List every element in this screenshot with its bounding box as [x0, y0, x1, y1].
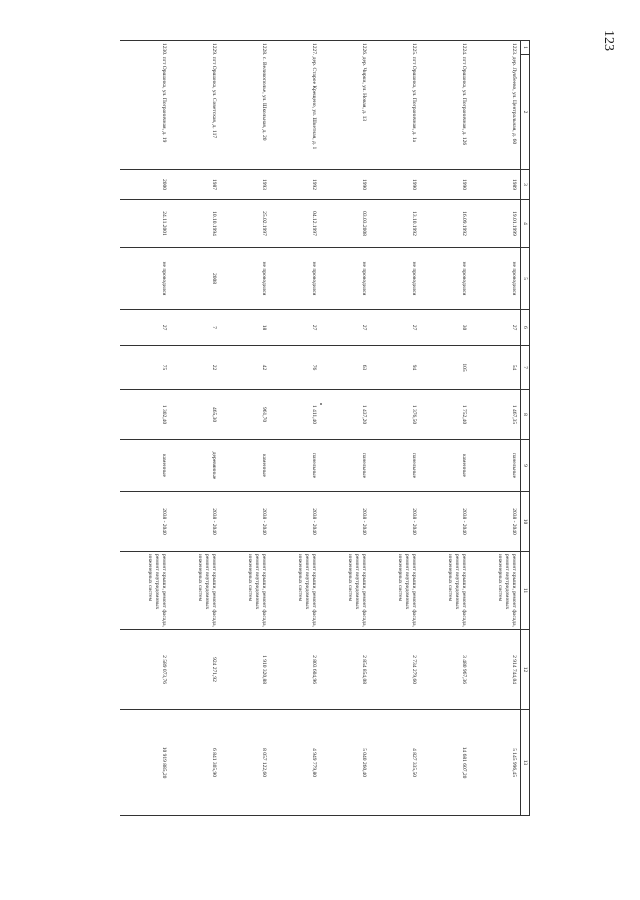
column-header: 12	[521, 630, 530, 710]
row-cost-1: 2 734 279,60	[370, 630, 420, 710]
row-area: 1 411,40	[270, 390, 320, 440]
row-wear-percent: 27	[320, 310, 370, 346]
row-cost-1: 2 589 073,76	[120, 630, 170, 710]
row-apartments: 75	[120, 346, 170, 390]
row-year-built: 1990	[420, 170, 470, 200]
row-year-built: 1987	[170, 170, 220, 200]
row-works: ремонт крыши, ремонт фасада, ремонт внутридомовых инженерных систем	[370, 552, 420, 630]
row-address-cell	[370, 41, 420, 170]
row-address: пгт Оршанка, ул. Пограничная, д. 19	[161, 56, 167, 143]
table-row	[270, 41, 320, 816]
row-works: ремонт крыши, ремонт фасада, ремонт внутридомовых инженерных систем	[420, 552, 470, 630]
row-address: с. Великополье, ул. Школьная, д. 20	[261, 56, 267, 141]
row-works: ремонт крыши, ремонт фасада, ремонт внутридомовых инженерных систем	[170, 552, 220, 630]
row-last-repair: не проводился	[420, 248, 470, 310]
row-address-cell	[470, 41, 521, 170]
column-header: 7	[521, 346, 530, 390]
row-works: ремонт крыши, ремонт фасада, ремонт внутридомовых инженерных систем	[320, 552, 370, 630]
table-row	[320, 41, 370, 816]
row-address: дер. Старое Крещено, ул. Шкетная, д. 1	[311, 56, 317, 150]
row-number: 1227.	[311, 43, 317, 56]
row-apartments: 54	[470, 346, 521, 390]
row-last-repair: не проводился	[220, 248, 270, 310]
row-privatization-date: 19.01.1999	[470, 200, 521, 248]
column-header: 3	[521, 170, 530, 200]
row-works: ремонт крыши, ремонт фасада, ремонт внутридомовых инженерных систем	[270, 552, 320, 630]
row-area: 1 467,35	[470, 390, 521, 440]
rotated-table-wrapper	[110, 40, 530, 815]
row-cost-1: 2 914 744,04	[470, 630, 521, 710]
row-apartments: 94	[370, 346, 420, 390]
row-privatization-date: 03.03.2008	[320, 200, 370, 248]
row-cost-2: 6 841 305,90	[170, 710, 220, 816]
row-year-built: 1993	[220, 170, 270, 200]
column-header: 2	[521, 55, 530, 170]
column-header: 6	[521, 310, 530, 346]
row-wear-percent: 27	[270, 310, 320, 346]
row-address: дер. Чирки, ул. Новая, д. 13	[361, 56, 367, 122]
row-privatization-date: 13.10.1992	[370, 200, 420, 248]
table-body	[120, 41, 521, 816]
row-apartments: 42	[220, 346, 270, 390]
row-year-built: 1992	[270, 170, 320, 200]
row-planned-period: 2038 - 2040	[170, 492, 220, 552]
row-year-built: 2000	[120, 170, 170, 200]
row-cost-1: 3 480 967,36	[420, 630, 470, 710]
row-address: пгт Оршанка, ул. Пограничная, д. 126	[461, 56, 467, 146]
row-wear-percent: 27	[370, 310, 420, 346]
row-address-cell	[420, 41, 470, 170]
row-number: 1225.	[411, 43, 417, 56]
row-planned-period: 2038 - 2040	[370, 492, 420, 552]
table-row	[120, 41, 170, 816]
page-number: 123	[601, 30, 616, 51]
row-works: ремонт крыши, ремонт фасада, ремонт внутридомовых инженерных систем	[120, 552, 170, 630]
table-row	[470, 41, 521, 816]
row-last-repair: не проводился	[470, 248, 521, 310]
row-number: 1229.	[211, 43, 217, 56]
row-privatization-date: 10.10.1994	[170, 200, 220, 248]
row-wear-percent: 18	[220, 310, 270, 346]
row-last-repair: не проводился	[270, 248, 320, 310]
table-row	[170, 41, 220, 816]
row-year-built: 1990	[370, 170, 420, 200]
row-planned-period: 2038 - 2040	[270, 492, 320, 552]
row-area: 1 752,40	[420, 390, 470, 440]
row-wall-material: деревянные	[170, 440, 220, 492]
row-number: 1230.	[161, 43, 167, 56]
row-address-cell	[170, 41, 220, 170]
row-address: пгт Оршанка, ул. Пограничная, д. 1а	[411, 56, 417, 143]
column-header: 1	[521, 41, 530, 55]
row-wall-material: панельные	[470, 440, 521, 492]
row-wear-percent: 27	[470, 310, 521, 346]
row-address-cell	[220, 41, 270, 170]
row-privatization-date: 16.09.1992	[420, 200, 470, 248]
row-planned-period: 2038 - 2040	[120, 492, 170, 552]
row-planned-period: 2038 - 2040	[420, 492, 470, 552]
row-number: 1224.	[461, 43, 467, 56]
row-apartments: 105	[420, 346, 470, 390]
row-cost-2: 5 040 260,40	[320, 710, 370, 816]
column-header: 4	[521, 200, 530, 248]
row-last-repair: 2008	[170, 248, 220, 310]
table-row	[220, 41, 270, 816]
row-year-built: 1990	[320, 170, 370, 200]
row-wear-percent: 27	[120, 310, 170, 346]
row-privatization-date: 04.12.1997	[270, 200, 320, 248]
row-address-cell	[270, 41, 320, 170]
row-wall-material: панельные	[320, 440, 370, 492]
row-cost-2: 8 057 122,60	[220, 710, 270, 816]
row-number: 1223.	[511, 43, 517, 56]
row-wall-material: каменные	[120, 440, 170, 492]
row-apartments: 63	[320, 346, 370, 390]
row-wear-percent: 7	[170, 310, 220, 346]
row-area: 961,70	[220, 390, 270, 440]
header-row	[521, 41, 530, 816]
housing-repair-table	[120, 40, 530, 816]
row-cost-1: 1 910 320,88	[220, 630, 270, 710]
row-privatization-date: 24.11.2001	[120, 200, 170, 248]
row-year-built: 1989	[470, 170, 521, 200]
row-planned-period: 2038 - 2040	[220, 492, 270, 552]
row-works: ремонт крыши, ремонт фасада, ремонт внутридомовых инженерных систем	[470, 552, 521, 630]
table-row	[420, 41, 470, 816]
row-address-cell	[120, 41, 170, 170]
row-apartments: 22	[170, 346, 220, 390]
row-cost-1: 2 854 854,08	[320, 630, 370, 710]
row-cost-2: 4 949 779,80	[270, 710, 320, 816]
row-cost-2: 14 681 607,20	[420, 710, 470, 816]
row-wall-material: панельные	[270, 440, 320, 492]
row-address-cell	[320, 41, 370, 170]
row-cost-2: 4 827 335,50	[370, 710, 420, 816]
column-header: 8	[521, 390, 530, 440]
rotated-table-frame	[110, 40, 530, 815]
row-last-repair: не проводился	[370, 248, 420, 310]
row-address: дер. Лукбеево, ул. Центральная, д. 60	[511, 56, 517, 145]
row-wall-material: каменные	[420, 440, 470, 492]
row-cost-2: 10 919 885,20	[120, 710, 170, 816]
row-cost-2: 5 145 996,45	[470, 710, 521, 816]
column-header: 9	[521, 440, 530, 492]
row-area: 465,30	[170, 390, 220, 440]
row-address: пгт Оршанка, ул. Советская, д. 117	[211, 56, 217, 139]
row-last-repair: не проводился	[120, 248, 170, 310]
row-area: 1 437,20	[320, 390, 370, 440]
row-wall-material: каменные	[220, 440, 270, 492]
row-area: 1 302,40	[120, 390, 170, 440]
row-cost-1: 924 271,92	[170, 630, 220, 710]
row-planned-period: 2038 - 2040	[320, 492, 370, 552]
row-planned-period: 2038 - 2040	[470, 492, 521, 552]
row-wall-material: панельные	[370, 440, 420, 492]
row-apartments: 76	[270, 346, 320, 390]
column-header: 13	[521, 710, 530, 816]
row-privatization-date: 25.02.1997	[220, 200, 270, 248]
row-wear-percent: 30	[420, 310, 470, 346]
column-header: 11	[521, 552, 530, 630]
column-header: 10	[521, 492, 530, 552]
row-works: ремонт крыши, ремонт фасада, ремонт внутридомовых инженерных систем	[220, 552, 270, 630]
row-number: 1226.	[361, 43, 367, 56]
row-area: 1 376,50	[370, 390, 420, 440]
row-number: 1228.	[261, 43, 267, 56]
table-row	[370, 41, 420, 816]
row-cost-1: 2 803 604,96	[270, 630, 320, 710]
row-last-repair: не проводился	[320, 248, 370, 310]
column-header: 5	[521, 248, 530, 310]
table-header	[521, 41, 530, 816]
